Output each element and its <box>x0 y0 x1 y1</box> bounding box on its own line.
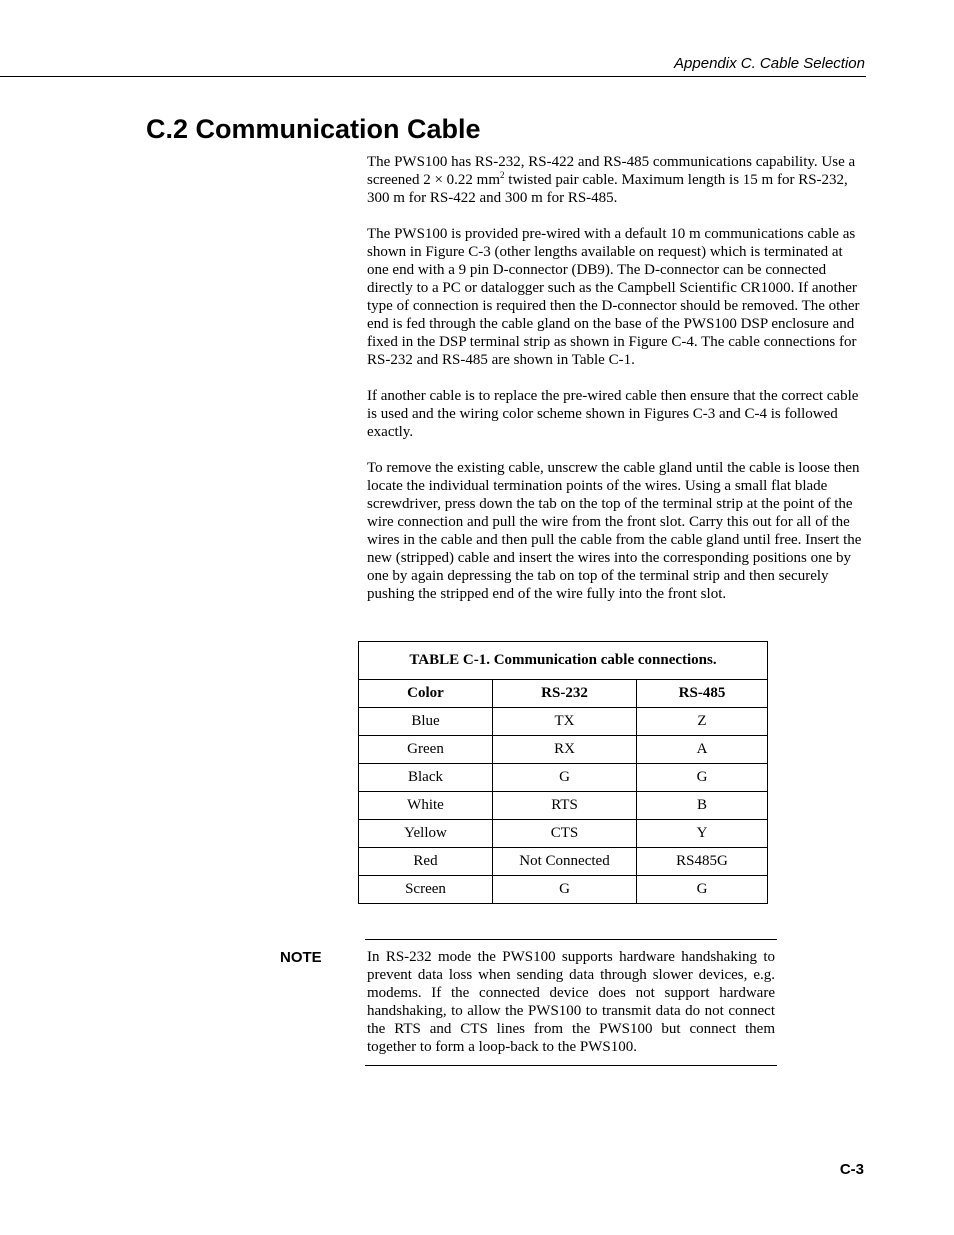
column-header-rs232: RS-232 <box>493 680 637 708</box>
table-row <box>359 792 768 820</box>
table-cell: A <box>637 736 768 764</box>
table-header-row <box>359 680 768 708</box>
table-caption-row <box>359 642 768 680</box>
paragraph-prewired: The PWS100 is provided pre-wired with a default 10 m communications cable as shown in Figure C-3 (other lengths available on request) which is terminated at one end with a 9 pin D-connector (DB9). The D-connector can be connected directly to a PC or datalogger such as the Campbell Scientific CR1000. If another type of connection is required then the D-connector should be removed. The other end is fed through the cable gland on the base of the PWS100 DSP enclosure and fixed in the DSP terminal strip as shown in Figure C-4. The cable connections for RS-232 and RS-485 are shown in Table C-1. <box>367 226 860 368</box>
table-cell: Green <box>359 736 493 764</box>
table-cell: RS485G <box>637 848 768 876</box>
superscript-2: 2 <box>500 170 505 180</box>
page-number: C-3 <box>839 1161 864 1178</box>
note-box: In RS-232 mode the PWS100 supports hardware handshaking to prevent data loss when sending data through slower devices, e.g. modems. If the connected device does not support hardware handshaking, to allow the PWS100 to transmit data do not connect the RTS and CTS lines from the PWS100 but connect them together to form a loop-back to the PWS100. <box>365 939 777 1066</box>
table-cell: Black <box>359 764 493 792</box>
column-header-color: Color <box>359 680 493 708</box>
table-cell: Red <box>359 848 493 876</box>
table-row <box>359 708 768 736</box>
table-cell: Y <box>637 820 768 848</box>
body-text <box>367 153 865 621</box>
table-cell: White <box>359 792 493 820</box>
table-cell: CTS <box>493 820 637 848</box>
paragraph-capability: The PWS100 has RS-232, RS-422 and RS-485 communications capability. Use a screened 2 × 0.22 $mm^2$ twisted pair cable. Maximum length is 15 m for RS-232, 300 m for RS-422 and 300 m for RS-485. <box>367 154 856 206</box>
table-cell: Not Connected <box>493 848 637 876</box>
table-row <box>359 848 768 876</box>
table-cell: Blue <box>359 708 493 736</box>
table-row <box>359 764 768 792</box>
section-title: C.2 Communication Cable <box>146 114 481 144</box>
table-cell: RX <box>493 736 637 764</box>
table-row <box>359 820 768 848</box>
table-cell: G <box>493 764 637 792</box>
table-cell: G <box>493 876 637 904</box>
paragraph-replace-cable: If another cable is to replace the pre-wired cable then ensure that the correct cable is used and the wiring color scheme shown in Figures C-3 and C-4 is followed exactly. <box>367 388 859 440</box>
header-rule <box>0 76 866 77</box>
table-cell: RTS <box>493 792 637 820</box>
connections-table <box>358 641 768 904</box>
table-cell: Screen <box>359 876 493 904</box>
table-cell: Yellow <box>359 820 493 848</box>
table-cell: Z <box>637 708 768 736</box>
column-header-rs485: RS-485 <box>637 680 768 708</box>
note-label: NOTE <box>280 949 322 966</box>
running-header: Appendix C. Cable Selection <box>674 55 865 72</box>
table-cell: G <box>637 876 768 904</box>
table-cell: G <box>637 764 768 792</box>
table-row <box>359 876 768 904</box>
table-caption: TABLE C-1. Communication cable connections. <box>359 642 768 680</box>
paragraph-remove-cable: To remove the existing cable, unscrew the cable gland until the cable is loose then locate the individual termination points of the wires. Using a small flat blade screwdriver, press down the tab on the top of the terminal strip at the point of the wire connection and pull the wire from the front slot. Carry this out for all of the wires in the cable and then pull the cable from the cable gland until free. Insert the new (stripped) cable and insert the wires into the corresponding positions one by one by again depressing the tab on top of the terminal strip and then securely pushing the stripped end of the wire fully into the front slot. <box>367 460 862 602</box>
table-cell: B <box>637 792 768 820</box>
table-row <box>359 736 768 764</box>
table-cell: TX <box>493 708 637 736</box>
